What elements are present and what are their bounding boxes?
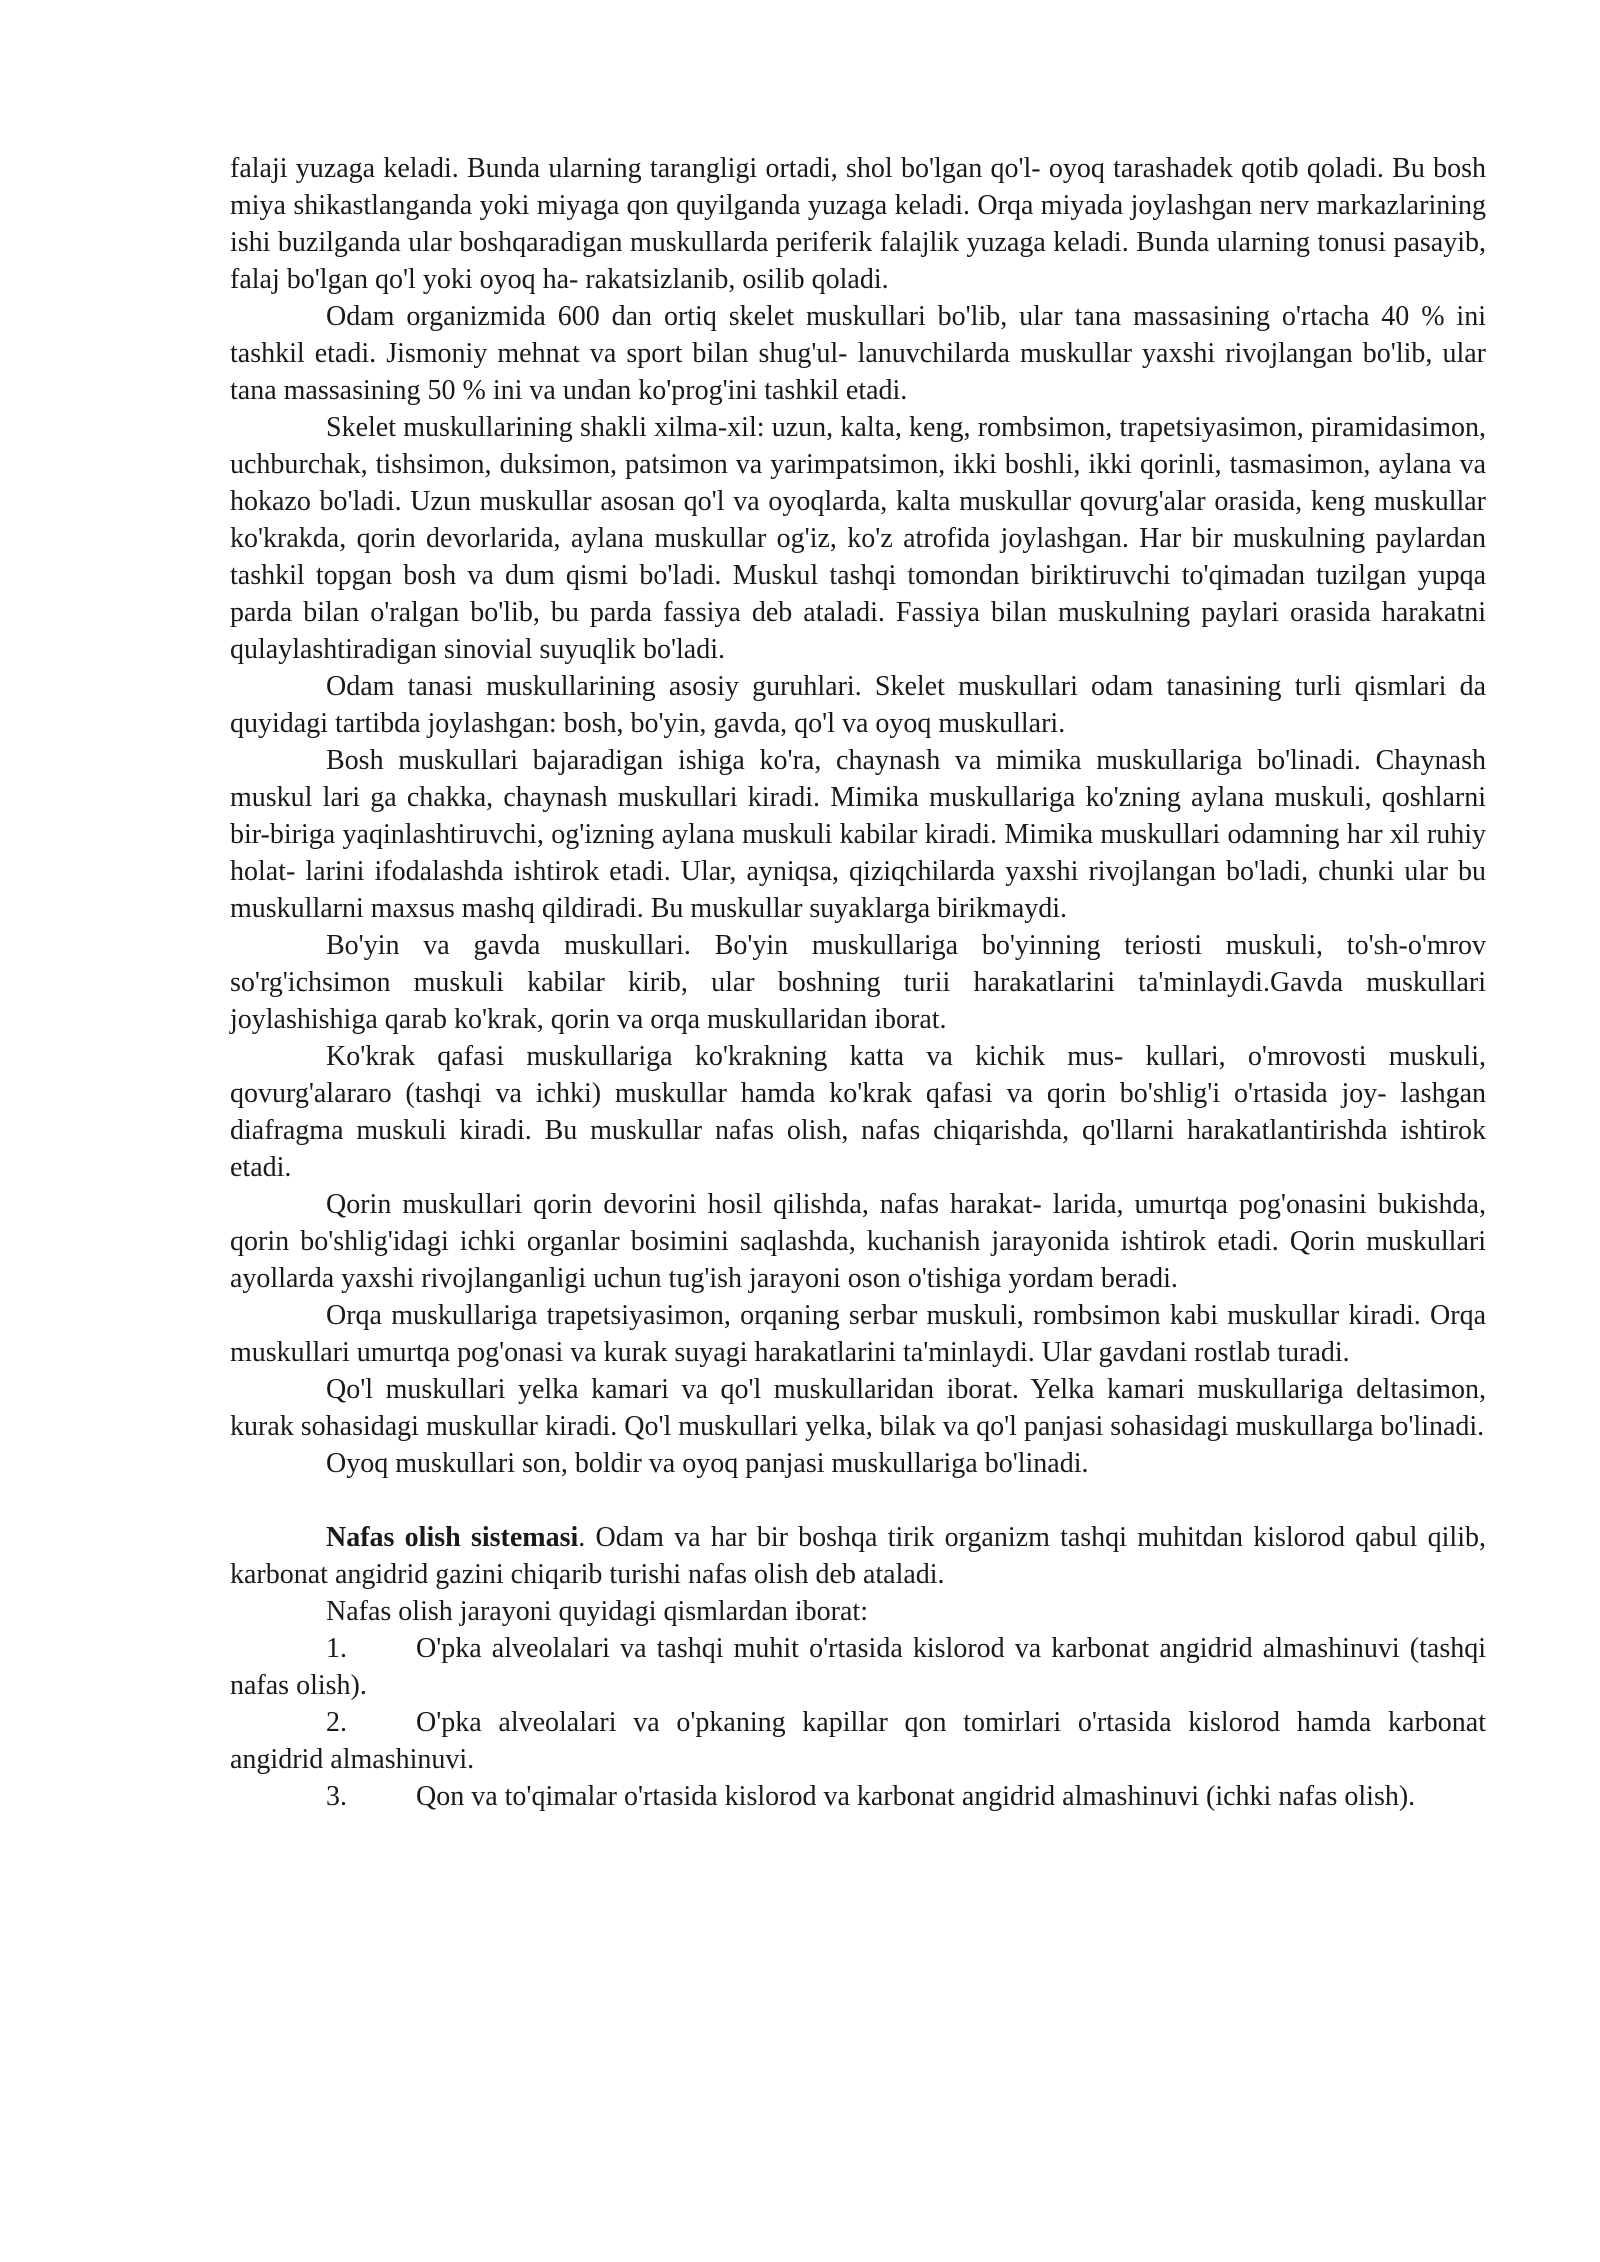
paragraph-muscle-count: Odam organizmida 600 dan ortiq skelet muskullari bo'lib, ular tana massasining o'rtacha 40 % ini tashkil etadi. Jismoniy mehnat va sport bilan shug'ul- lanuvchilarda muskullar yaxshi rivojlangan bo'lib, ular tana massasining 50 % ini va undan ko'prog'ini tashkil etadi. bbox=[230, 301, 1486, 406]
list-item bbox=[230, 1778, 1486, 1815]
section-intro-paragraph bbox=[230, 1519, 1486, 1593]
section-heading-rest: . Odam va har bir boshqa tirik organizm tashqi muhitdan kislorod qabul qilib, karbonat angidrid gazini chiqarib turishi nafas olish deb ataladi. bbox=[230, 1522, 1486, 1590]
list-item-text: Qon va to'qimalar o'rtasida kislorod va karbonat angidrid almashinuvi (ichki nafas olish). bbox=[416, 1781, 1416, 1812]
list-item bbox=[230, 1704, 1486, 1778]
section-heading: Nafas olish sistemasi bbox=[326, 1522, 579, 1553]
section-list-intro: Nafas olish jarayoni quyidagi qismlardan iborat: bbox=[326, 1596, 868, 1627]
list-item-number: 2. bbox=[326, 1707, 347, 1738]
list-item bbox=[230, 1630, 1486, 1704]
paragraph-falaj: falaji yuzaga keladi. Bunda ularning tarangligi ortadi, shol bo'lgan qo'l- oyoq tarashadek qotib qoladi. Bu bosh miya shikastlanganda yoki miyaga qon quyilganda yuzaga keladi. Orqa miyada joylashgan nerv markazlarining ishi buzilganda ular boshqaradigan muskullarda periferik falajlik yuzaga keladi. Bunda ularning tonusi pasayib, falaj bo'lgan qo'l yoki oyoq ha- rakatsizlanib, osilib qoladi. bbox=[230, 153, 1486, 295]
paragraph-muscle-groups: Odam tanasi muskullarining asosiy guruhlari. Skelet muskullari odam tanasining turli qismlari da quyidagi tartibda joylashgan: bosh, bo'yin, gavda, qo'l va oyoq muskullari. bbox=[230, 671, 1486, 739]
list-item-number: 1. bbox=[326, 1633, 347, 1664]
document-page bbox=[230, 150, 1486, 1815]
paragraph-chest-muscles: Ko'krak qafasi muskullariga ko'krakning katta va kichik mus- kullari, o'mrovosti muskuli, qovurg'alararo (tashqi va ichki) muskullar hamda ko'krak qafasi va qorin bo'shlig'i o'rtasida joy- lashgan diafragma muskuli kiradi. Bu muskullar nafas olish, nafas chiqarishda, qo'llarni harakatlantirishda ishtirok etadi. bbox=[230, 1041, 1486, 1183]
paragraph-neck-trunk-muscles: Bo'yin va gavda muskullari. Bo'yin muskullariga bo'yinning teriosti muskuli, to'sh-o'mrov so'rg'ichsimon muskuli kabilar kirib, ular boshning turii harakatlarini ta'minlaydi.Gavda muskullari joylashishiga qarab ko'krak, qorin va orqa muskullaridan iborat. bbox=[230, 930, 1486, 1035]
list-item-text: O'pka alveolalari va o'pkaning kapillar qon tomirlari o'rtasida kislorod hamda karbonat angidrid almashinuvi. bbox=[230, 1707, 1486, 1775]
paragraph-muscle-shapes: Skelet muskullarining shakli xilma-xil: uzun, kalta, keng, rombsimon, trapetsiyasimon, piramidasimon, uchburchak, tishsimon, duksimon, patsimon va yarimpatsimon, ikki boshli, ikki qorinli, tasmasimon, aylana va hokazo bo'ladi. Uzun muskullar asosan qo'l va oyoqlarda, kalta muskullar qovurg'alar orasida, keng muskullar ko'krakda, qorin devorlarida, aylana muskullar og'iz, ko'z atrofida joylashgan. Har bir muskulning paylardan tashkil topgan bosh va dum qismi bo'ladi. Muskul tashqi tomondan biriktiruvchi to'qimadan tuzilgan yupqa parda bilan o'ralgan bo'lib, bu parda fassiya deb ataladi. Fassiya bilan muskulning paylari orasida harakatni qulaylashtiradigan sinovial suyuqlik bo'ladi. bbox=[230, 412, 1486, 665]
paragraph-abdominal-muscles: Qorin muskullari qorin devorini hosil qilishda, nafas harakat- larida, umurtqa pog'onasini bukishda, qorin bo'shlig'idagi ichki organlar bosimini saqlashda, kuchanish jarayonida ishtirok etadi. Qorin muskullari ayollarda yaxshi rivojlanganligi uchun tug'ish jarayoni oson o'tishiga yordam beradi. bbox=[230, 1189, 1486, 1294]
paragraph-head-muscles: Bosh muskullari bajaradigan ishiga ko'ra, chaynash va mimika muskullariga bo'linadi. Chaynash muskul lari ga chakka, chaynash muskullari kiradi. Mimika muskullariga ko'zning aylana muskuli, qoshlarni bir-biriga yaqinlashtiruvchi, og'izning aylana muskuli kabilar kiradi. Mimika muskullari odamning har xil ruhiy holat- larini ifodalashda ishtirok etadi. Ular, ayniqsa, qiziqchilarda yaxshi rivojlangan bo'ladi, chunki ular bu muskullarni maxsus mashq qildiradi. Bu muskullar suyaklarga birikmaydi. bbox=[230, 745, 1486, 924]
paragraph-back-muscles: Orqa muskullariga trapetsiyasimon, orqaning serbar muskuli, rombsimon kabi muskullar kiradi. Orqa muskullari umurtqa pog'onasi va kurak suyagi harakatlarini ta'minlaydi. Ular gavdani rostlab turadi. bbox=[230, 1300, 1486, 1368]
paragraph-leg-muscles: Oyoq muskullari son, boldir va oyoq panjasi muskullariga bo'linadi. bbox=[326, 1448, 1089, 1479]
list-item-text: O'pka alveolalari va tashqi muhit o'rtasida kislorod va karbonat angidrid almashinuvi (tashqi nafas olish). bbox=[230, 1633, 1486, 1701]
section-gap bbox=[230, 1482, 1486, 1519]
paragraph-arm-muscles: Qo'l muskullari yelka kamari va qo'l muskullaridan iborat. Yelka kamari muskullariga deltasimon, kurak sohasidagi muskullar kiradi. Qo'l muskullari yelka, bilak va qo'l panjasi sohasidagi muskullarga bo'linadi. bbox=[230, 1374, 1486, 1442]
list-item-number: 3. bbox=[326, 1781, 347, 1812]
